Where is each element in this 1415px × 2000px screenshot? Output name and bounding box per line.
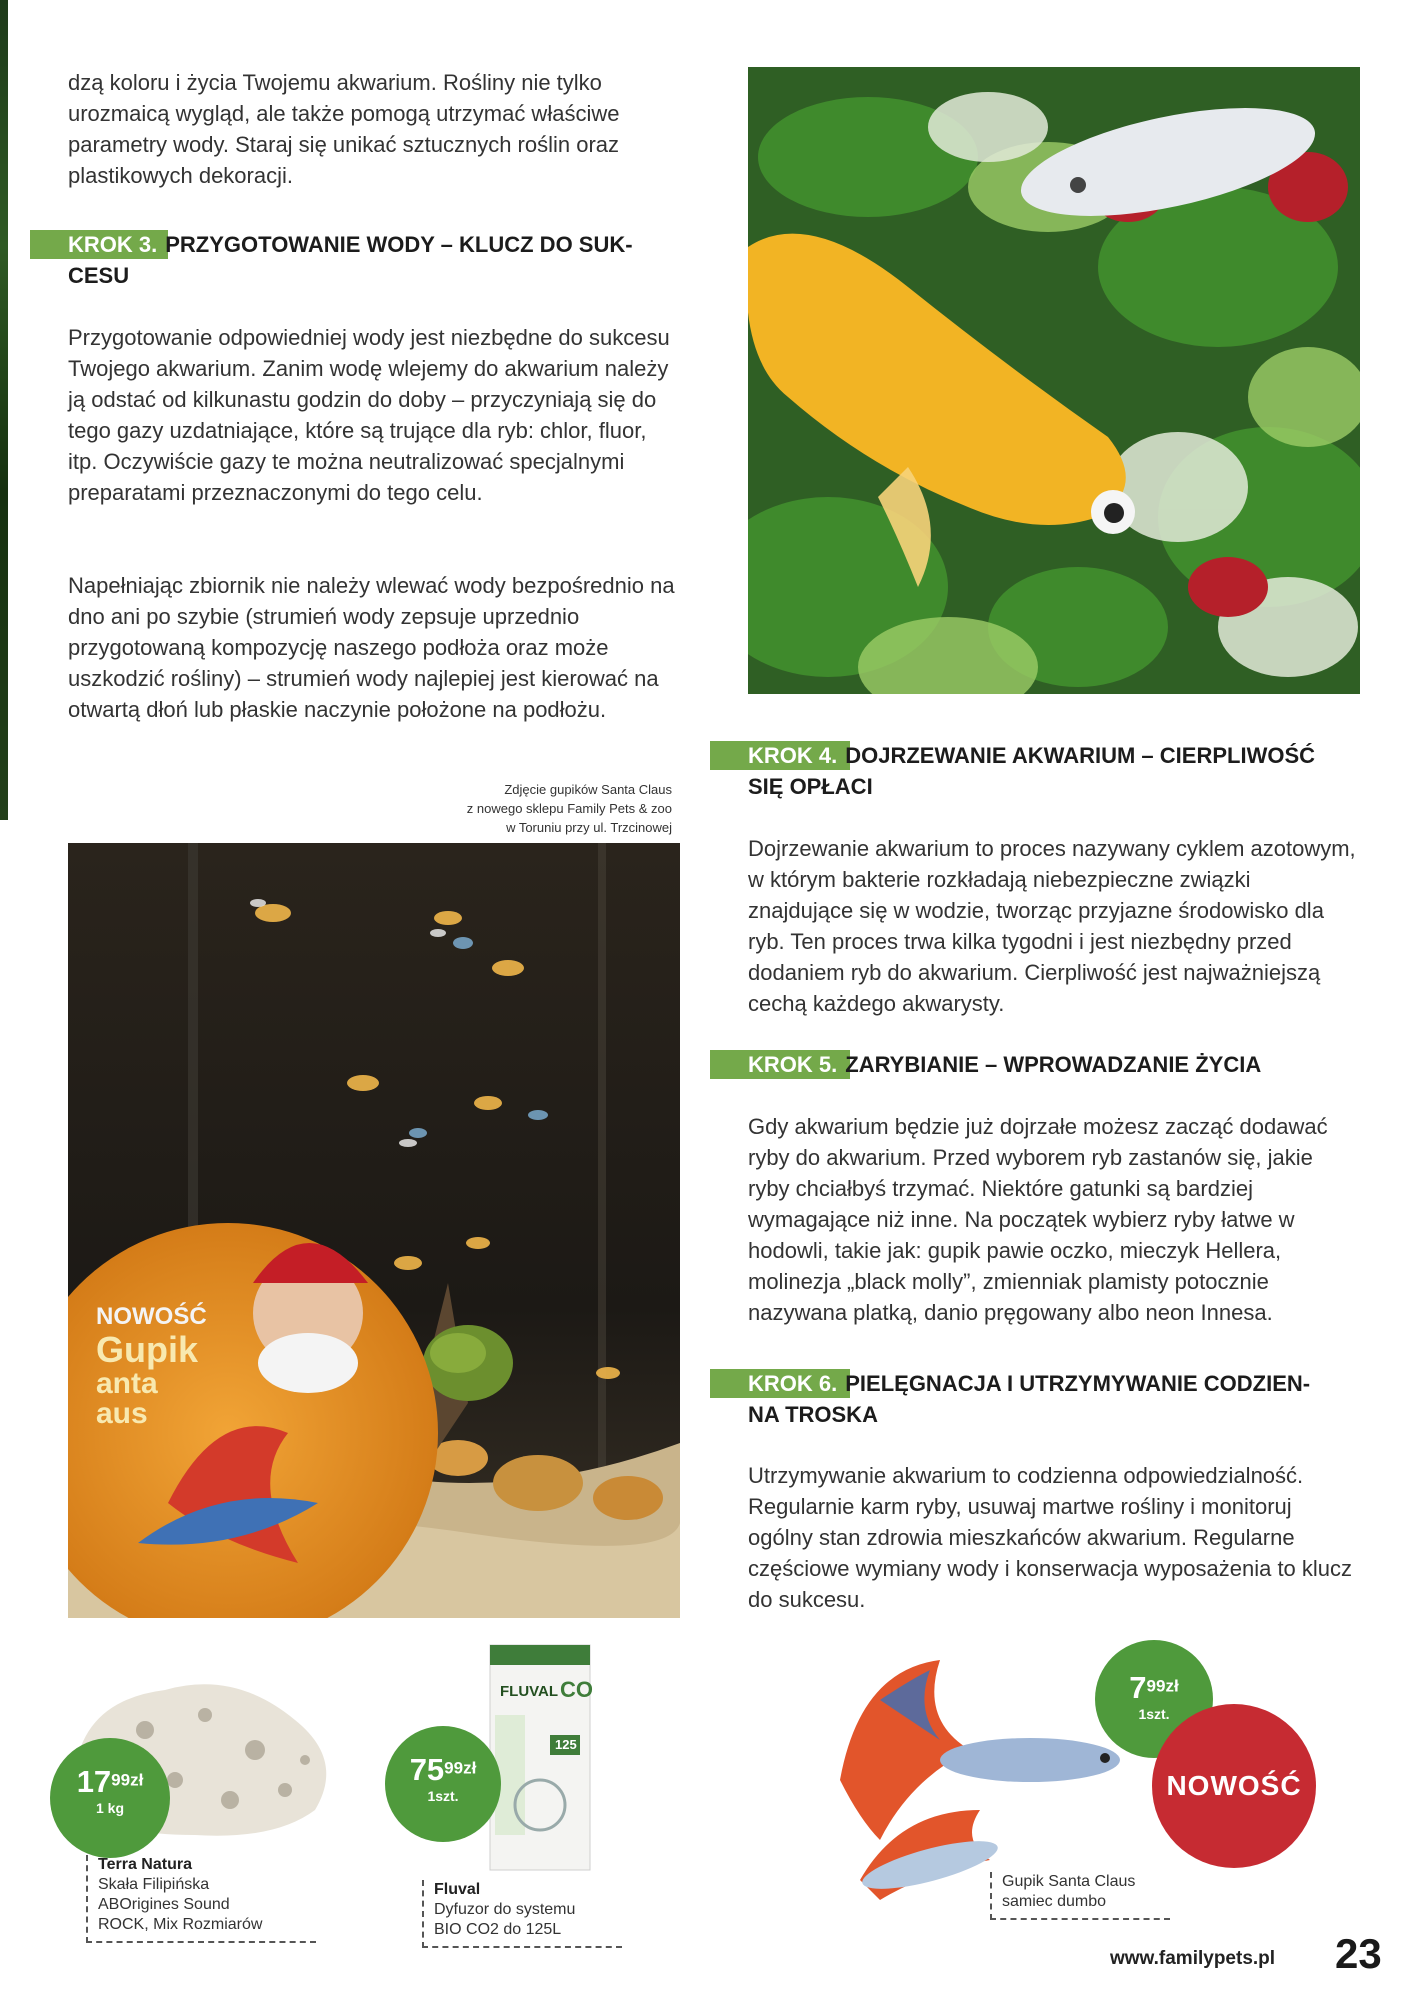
step6-title-line1: PIELĘGNACJA I UTRZYMYWANIE CODZIEN- <box>845 1371 1311 1396</box>
rock-desc-line1: Skała Filipińska <box>98 1876 210 1893</box>
fluval-unit: 1szt. <box>427 1788 459 1804</box>
tank-sign-claus: aus <box>96 1397 148 1430</box>
page-number: 23 <box>1335 1930 1382 1977</box>
guppy-desc-line1: Gupik Santa Claus <box>1002 1873 1136 1890</box>
fluval-desc-line2: BIO CO2 do 125L <box>434 1921 562 1938</box>
step6-badge: KROK 6. <box>748 1371 841 1396</box>
guppy-new-badge: NOWOŚĆ <box>1152 1704 1316 1868</box>
step3-title-line1: PRZYGOTOWANIE WODY – KLUCZ DO SUK- <box>165 232 633 257</box>
step3-paragraph1: Przygotowanie odpowiedniej wody jest niezbędne do sukcesu Twojego akwarium. Zanim wodę wlejemy do akwarium należy ją odstać od kilkunastu godzin do doby – przyczyniają się do tego gazy uzdatniające, które są trujące dla ryb: chlor, fluor, itp. Oczywiście gazy te można neutralizować specjalnymi preparatami przeznaczonymi do tego celu. <box>68 325 670 505</box>
step3-heading <box>68 229 678 291</box>
fluval-box-text: CO <box>560 1677 593 1702</box>
tank-sign-nowosc: NOWOŚĆ <box>96 1303 207 1330</box>
step5-title: ZARYBIANIE – WPROWADZANIE ŻYCIA <box>845 1052 1262 1077</box>
caption-line2: z nowego sklepu Family Pets & zoo <box>466 801 672 816</box>
rock-price-badge <box>50 1738 170 1858</box>
guppy-tank-illustration <box>68 843 680 1618</box>
rock-product-label <box>86 1855 316 1943</box>
rock-desc-line2: ABOrigines Sound <box>98 1896 230 1913</box>
footer-url[interactable]: www.familypets.pl <box>1110 1948 1276 1969</box>
rock-price: 1799zł <box>76 1764 144 1799</box>
caption-line3: w Toruniu przy ul. Trzcinowej <box>506 820 672 835</box>
rock-unit: 1 kg <box>95 1800 124 1816</box>
goldfish-illustration <box>748 67 1360 694</box>
step5-paragraph: Gdy akwarium będzie już dojrzałe możesz zacząć dodawać ryby do akwarium. Przed wyborem ryb zastanów się, jakie ryby chciałbyś trzymać. Niektóre gatunki są bardziej wymagające niż inne. Na początek wybierz ryby łatwe w hodowli, takie jak: gupik pawie oczko, mieczyk Hellera, molinezja „black molly”, zmienniak plamisty potocznie nazywana platką, danio pręgowany albo neon Innesa. <box>748 1114 1328 1325</box>
step6-paragraph: Utrzymywanie akwarium to codzienna odpowiedzialność. Regularnie karm ryby, usuwaj martwe rośliny i monitoruj ogólny stan zdrowia mieszkańców akwarium. Regularne częściowe wymiany wody i konserwacja wyposażenia to klucz do sukcesu. <box>748 1463 1353 1612</box>
tank-sign-santa: anta <box>96 1367 158 1400</box>
photo-caption <box>400 780 672 837</box>
fluval-box-brand: FLUVAL <box>500 1683 559 1700</box>
step3-paragraph2: Napełniając zbiornik nie należy wlewać wody bezpośrednio na dno ani po szybie (strumień wody zepsuje uprzednio przygotowaną kompozycję naszego podłoża oraz może uszkodzić rośliny) – strumień wody najlepiej jest kierować na otwartą dłoń lub płaskie naczynie położone na podłożu. <box>68 573 675 722</box>
step4-heading <box>748 740 1388 802</box>
goldfish-photo <box>748 67 1360 694</box>
fluval-box-size: 125 <box>555 1737 577 1752</box>
left-edge-plant-strip <box>0 0 8 820</box>
step4-title-line1: DOJRZEWANIE AKWARIUM – CIERPLIWOŚĆ <box>845 743 1316 768</box>
fluval-price-badge <box>385 1726 501 1842</box>
step5-badge: KROK 5. <box>748 1052 841 1077</box>
guppy-unit: 1szt. <box>1138 1706 1170 1722</box>
rock-desc-line3: ROCK, Mix Rozmiarów <box>98 1916 263 1933</box>
caption-line1: Zdjęcie gupików Santa Claus <box>504 782 672 797</box>
step6-heading <box>748 1368 1388 1430</box>
step4-title-line2: SIĘ OPŁACI <box>748 774 873 799</box>
tank-sign-text <box>96 1303 296 1429</box>
fluval-brand: Fluval <box>434 1881 481 1898</box>
step4-paragraph: Dojrzewanie akwarium to proces nazywany cyklem azotowym, w którym bakterie rozkładają niebezpieczne związki znajdujące się w wodzie, tworząc przyjazne środowisko dla ryb. Ten proces trwa kilka tygodni i jest niezbędny przed dodaniem ryb do akwarium. Cierpliwość jest najważniejszą cechą każdego akwarysty. <box>748 836 1356 1016</box>
guppy-tank-photo <box>68 843 680 1618</box>
step6-title-line2: NA TROSKA <box>748 1402 878 1427</box>
guppy-product-label <box>990 1872 1170 1920</box>
step4-badge: KROK 4. <box>748 743 841 768</box>
fluval-price: 7599zł <box>409 1752 477 1787</box>
fluval-desc-line1: Dyfuzor do systemu <box>434 1901 576 1918</box>
guppy-desc-line2: samiec dumbo <box>1002 1893 1107 1910</box>
step3-title-line2: CESU <box>68 263 130 288</box>
step5-heading <box>748 1049 1388 1080</box>
fluval-product-label <box>422 1880 622 1948</box>
guppy-price: 799zł <box>1129 1670 1179 1705</box>
step3-badge: KROK 3. <box>68 232 161 257</box>
tank-sign-gupik: Gupik <box>96 1329 199 1370</box>
intro-paragraph: dzą koloru i życia Twojemu akwarium. Rośliny nie tylko urozmaicą wygląd, ale także pomogą utrzymać właściwe parametry wody. Staraj się unikać sztucznych roślin oraz plastikowych dekoracji. <box>68 70 620 188</box>
rock-brand: Terra Natura <box>98 1856 192 1873</box>
